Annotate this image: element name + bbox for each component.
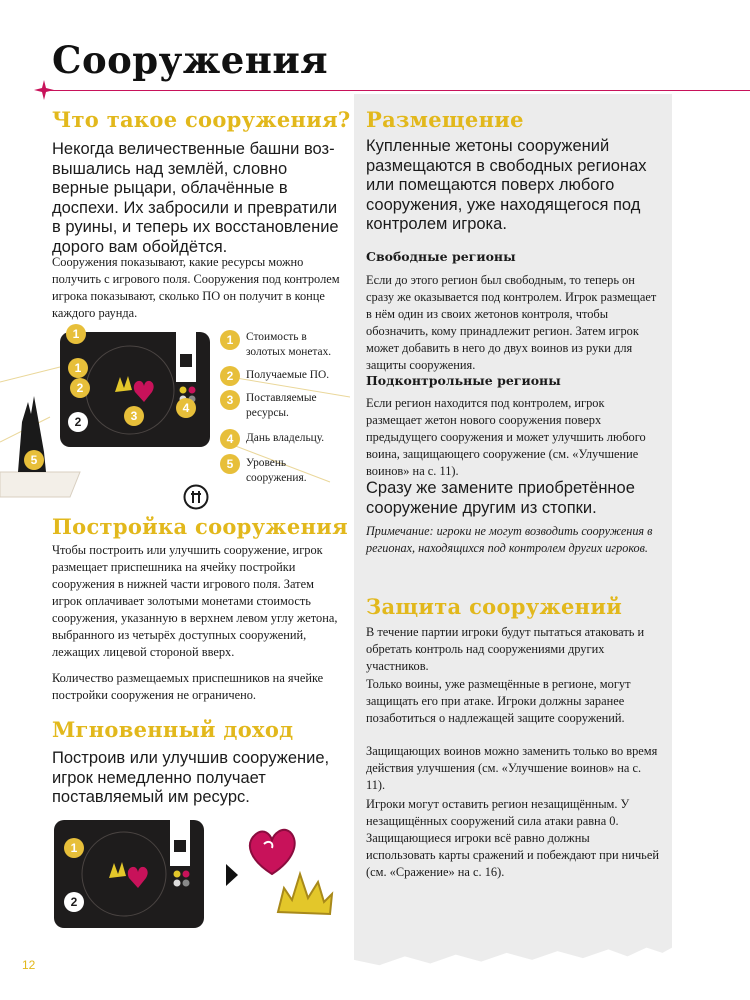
instant-lead: Построив или улучшив сооружение, игрок немедленно получает поставляемый им ресурс.: [52, 749, 330, 806]
placement-heading: Размещение: [366, 107, 524, 132]
card-vp-badge: 2: [64, 892, 84, 912]
defense-body-4: Игроки могут оставить регион незащищённым. У незащищённых сооружений сила атаки равна 0. Защищающиеся игроки всё равно должны использовать карты сражений и побеждают при ничьей (см. «Сражение» на с. 16).: [366, 797, 659, 879]
legend-item: Получаемые ПО.: [246, 369, 330, 381]
crystal-resource-icon: [272, 868, 338, 918]
callout-1: 1: [66, 324, 86, 344]
defense-body-3: Защищающих воинов можно заменить только во время действия улучшения (см. «Улучшение воинов» на с. 11).: [366, 744, 658, 792]
replace-lead: Сразу же замените приобретённое сооружение другим из стопки.: [366, 479, 635, 517]
defense-heading: Защита сооружений: [366, 594, 623, 619]
structure-card: [54, 820, 204, 928]
defense-body-2: Только воины, уже размещённые в регионе, могут защищать его при атаке. Игроки должны заранее позаботиться о надлежащей защите сооружений.: [366, 677, 631, 725]
card-vp-badge: 2: [68, 412, 88, 432]
card-cost-coin: 1: [64, 838, 84, 858]
defense-body-1: В течение партии игроки будут пытаться атаковать и обретать контроль над сооружениями других участников.: [366, 625, 645, 673]
placement-note: Примечание: игроки не могут возводить сооружения в регионах, находящихся под контролем других игроков.: [366, 524, 653, 555]
what-is-heading: Что такое сооружения?: [52, 107, 351, 132]
legend-num: 2: [220, 366, 240, 386]
controlled-regions-body: Если регион находится под контролем, игрок размещает жетон нового сооружения поверх предыдущего сооружения и может улучшить любого воина, защищающего сооружение (см. «Улучшение воинов» на с. 11).: [366, 396, 646, 478]
free-regions-body: Если до этого регион был свободным, то теперь он сразу же оказывается под контролем. Игрок размещает в нём один из своих жетонов контроля, чтобы обозначить, кому принадлежит регион. Затем игрок может добавить в него до двух воинов из руки для защиты сооружения.: [366, 273, 657, 372]
instant-heading: Мгновенный доход: [52, 717, 294, 742]
legend-item: Поставляемые ресурсы.: [246, 392, 317, 419]
instant-diagram: [50, 820, 350, 930]
legend-item: Стоимость в золотых монетах.: [246, 331, 332, 358]
callout-3: 3: [124, 406, 144, 426]
card-cost-coin: 1: [68, 358, 88, 378]
page-title: Сооружения: [52, 38, 329, 82]
legend-num: 3: [220, 390, 240, 410]
callout-2: 2: [70, 378, 90, 398]
legend-item: Дань владельцу.: [246, 432, 325, 444]
build-body-1: Чтобы построить или улучшить сооружение, игрок размещает приспешника на ячейку постройки сооружения в нижней части игрового поля. Затем игрок оплачивает золотыми монетами стоимость сооружения, указанную в верхнем левом углу жетона, выбранного из четырёх доступных сооружений, лежащих лицевой стороной вверх.: [52, 543, 338, 659]
legend-num: 4: [220, 429, 240, 449]
what-is-body: Сооружения показывают, какие ресурсы можно получить с игрового поля. Сооружения под контролем игрока показывают, сколько ПО он получит в конце каждого раунда.: [52, 255, 340, 320]
placement-lead: Купленные жетоны сооружений размещаются в свободных регионах или помещаются поверх любого сооружения, уже находящегося под контролем игрока.: [366, 137, 647, 233]
controlled-regions-heading: Подконтрольные регионы: [366, 373, 561, 388]
callout-4: 4: [176, 398, 196, 418]
sparkle-icon: [34, 80, 54, 100]
title-divider: [40, 90, 750, 91]
what-is-lead: Некогда величественные башни возвышались над землёй, словно верные рыцари, облачённые в доспехи. Их забросили и превратили в руины, и теперь их восстановление дорого вам обойдётся.: [52, 140, 339, 256]
page-number: 12: [22, 958, 36, 972]
free-regions-heading: Свободные регионы: [366, 249, 516, 264]
legend-item: Уровень сооружения.: [246, 457, 307, 484]
minion-icon: [183, 484, 209, 510]
legend-num: 5: [220, 454, 240, 474]
build-body-2: Количество размещаемых приспешников на ячейке постройки сооружения не ограничено.: [52, 671, 324, 702]
build-heading: Постройка сооружения: [52, 514, 348, 539]
callout-5: 5: [24, 450, 44, 470]
legend-num: 1: [220, 330, 240, 350]
arrow-right-icon: [226, 864, 238, 886]
